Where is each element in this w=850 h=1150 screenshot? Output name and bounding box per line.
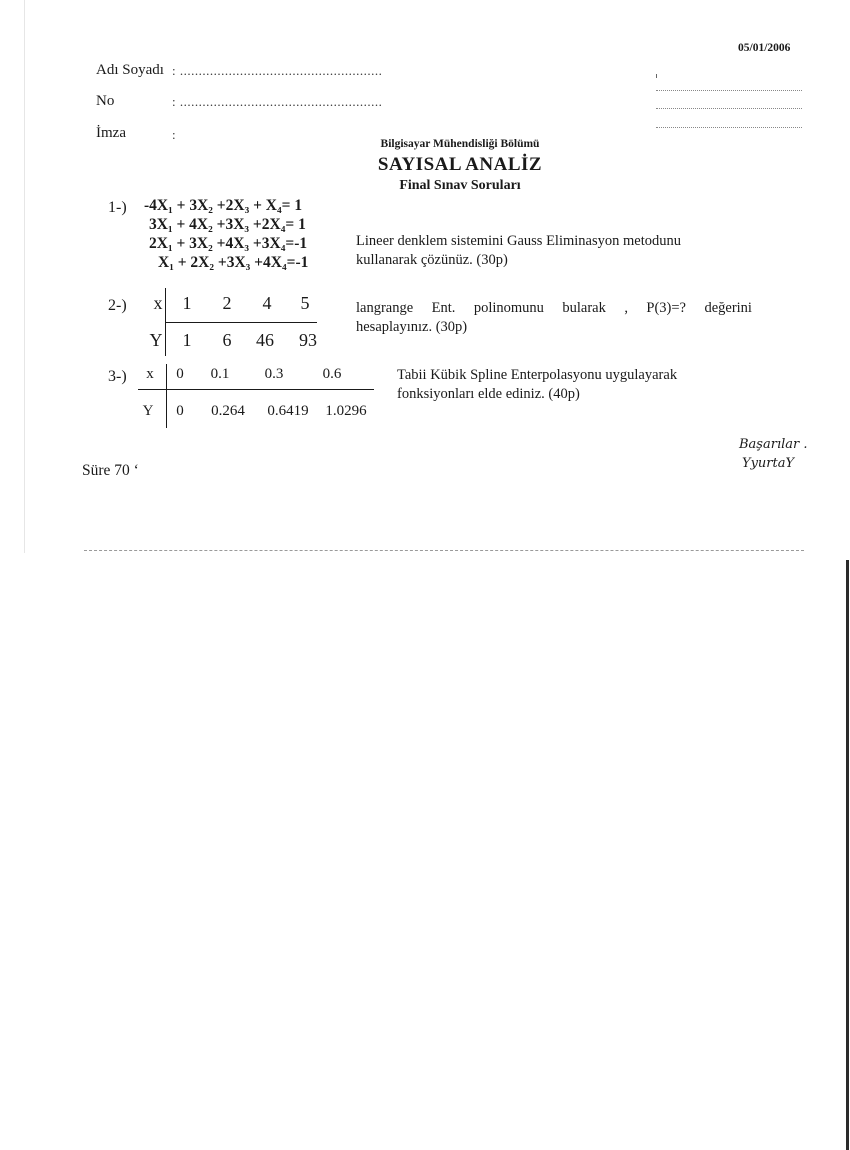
table-x-value: 1 — [182, 293, 192, 313]
table-y-value: 1 — [182, 330, 192, 350]
question-1-number: 1-) — [108, 199, 127, 216]
fold-line — [84, 550, 804, 551]
question-2-number: 2-) — [108, 297, 127, 314]
table-x-label: x — [146, 366, 154, 382]
number-label: No — [96, 93, 115, 109]
table-y-value: 46 — [256, 330, 274, 350]
table-x-value: 0.6 — [322, 366, 342, 382]
equation-2: 3X₁ + 4X₂ +3X₃ +2X₄= 1 — [149, 216, 306, 233]
signature-field[interactable]: : — [172, 127, 177, 142]
table-divider-horizontal — [165, 322, 317, 323]
closing-note: Başarılar . — [739, 437, 808, 452]
grade-box — [656, 70, 802, 130]
exam-duration: Süre 70 ‘ — [82, 462, 139, 479]
question-3-number: 3-) — [108, 368, 127, 385]
equation-1: -4X₁ + 3X₂ +2X₃ + X₄= 1 — [144, 197, 303, 214]
grade-box-line — [656, 108, 802, 109]
name-field[interactable]: : ...................................................... — [172, 63, 383, 78]
number-field[interactable]: : ...................................................... — [172, 94, 383, 109]
grade-box-line — [656, 127, 802, 128]
table-x-value: 0.3 — [264, 366, 284, 382]
table-x-value: 4 — [262, 293, 272, 313]
table-x-label: x — [153, 293, 163, 313]
table-x-value: 0 — [176, 366, 184, 382]
exam-title: Final Sınav Soruları — [399, 178, 521, 193]
question-2-text — [356, 299, 752, 337]
table-y-value: 1.0296 — [325, 403, 367, 419]
name-label: Adı Soyadı — [96, 62, 164, 78]
table-divider-horizontal — [138, 389, 374, 390]
table-x-value: 5 — [300, 293, 310, 313]
table-divider-vertical — [166, 364, 167, 428]
signature-label: İmza — [96, 125, 126, 141]
equation-3: 2X₁ + 3X₂ +4X₃ +3X₄=-1 — [149, 235, 308, 252]
table-y-label: Y — [142, 403, 154, 419]
table-y-value: 0 — [176, 403, 184, 419]
grade-box-tick — [656, 74, 657, 78]
table-x-value: 0.1 — [210, 366, 230, 382]
table-y-value: 93 — [299, 330, 317, 350]
scan-edge — [846, 560, 849, 1150]
question-2-text-line-1: langrange Ent. polinomunu bularak , P(3)=? değerini — [356, 300, 752, 316]
table-y-value: 0.6419 — [267, 403, 309, 419]
table-x-value: 2 — [222, 293, 232, 313]
course-title: SAYISAL ANALİZ — [377, 154, 543, 175]
table-y-value: 6 — [222, 330, 232, 350]
table-y-label: Y — [149, 330, 163, 350]
table-y-value: 0.264 — [211, 403, 245, 419]
author-signature: YyurtaY — [742, 456, 795, 471]
question-1-text: Lineer denklem sistemini Gauss Eliminasyon metodunu kullanarak çözünüz. (30p) — [356, 233, 681, 268]
department-title: Bilgisayar Mühendisliği Bölümü — [380, 138, 540, 150]
question-3-text: Tabii Kübik Spline Enterpolasyonu uygulayarak fonksiyonları elde ediniz. (40p) — [397, 367, 678, 402]
equation-4: X₁ + 2X₂ +3X₃ +4X₄=-1 — [158, 254, 309, 271]
question-2-text-line-2: hesaplayınız. (30p) — [356, 319, 468, 335]
exam-date: 05/01/2006 — [738, 42, 791, 54]
grade-box-line — [656, 90, 802, 91]
